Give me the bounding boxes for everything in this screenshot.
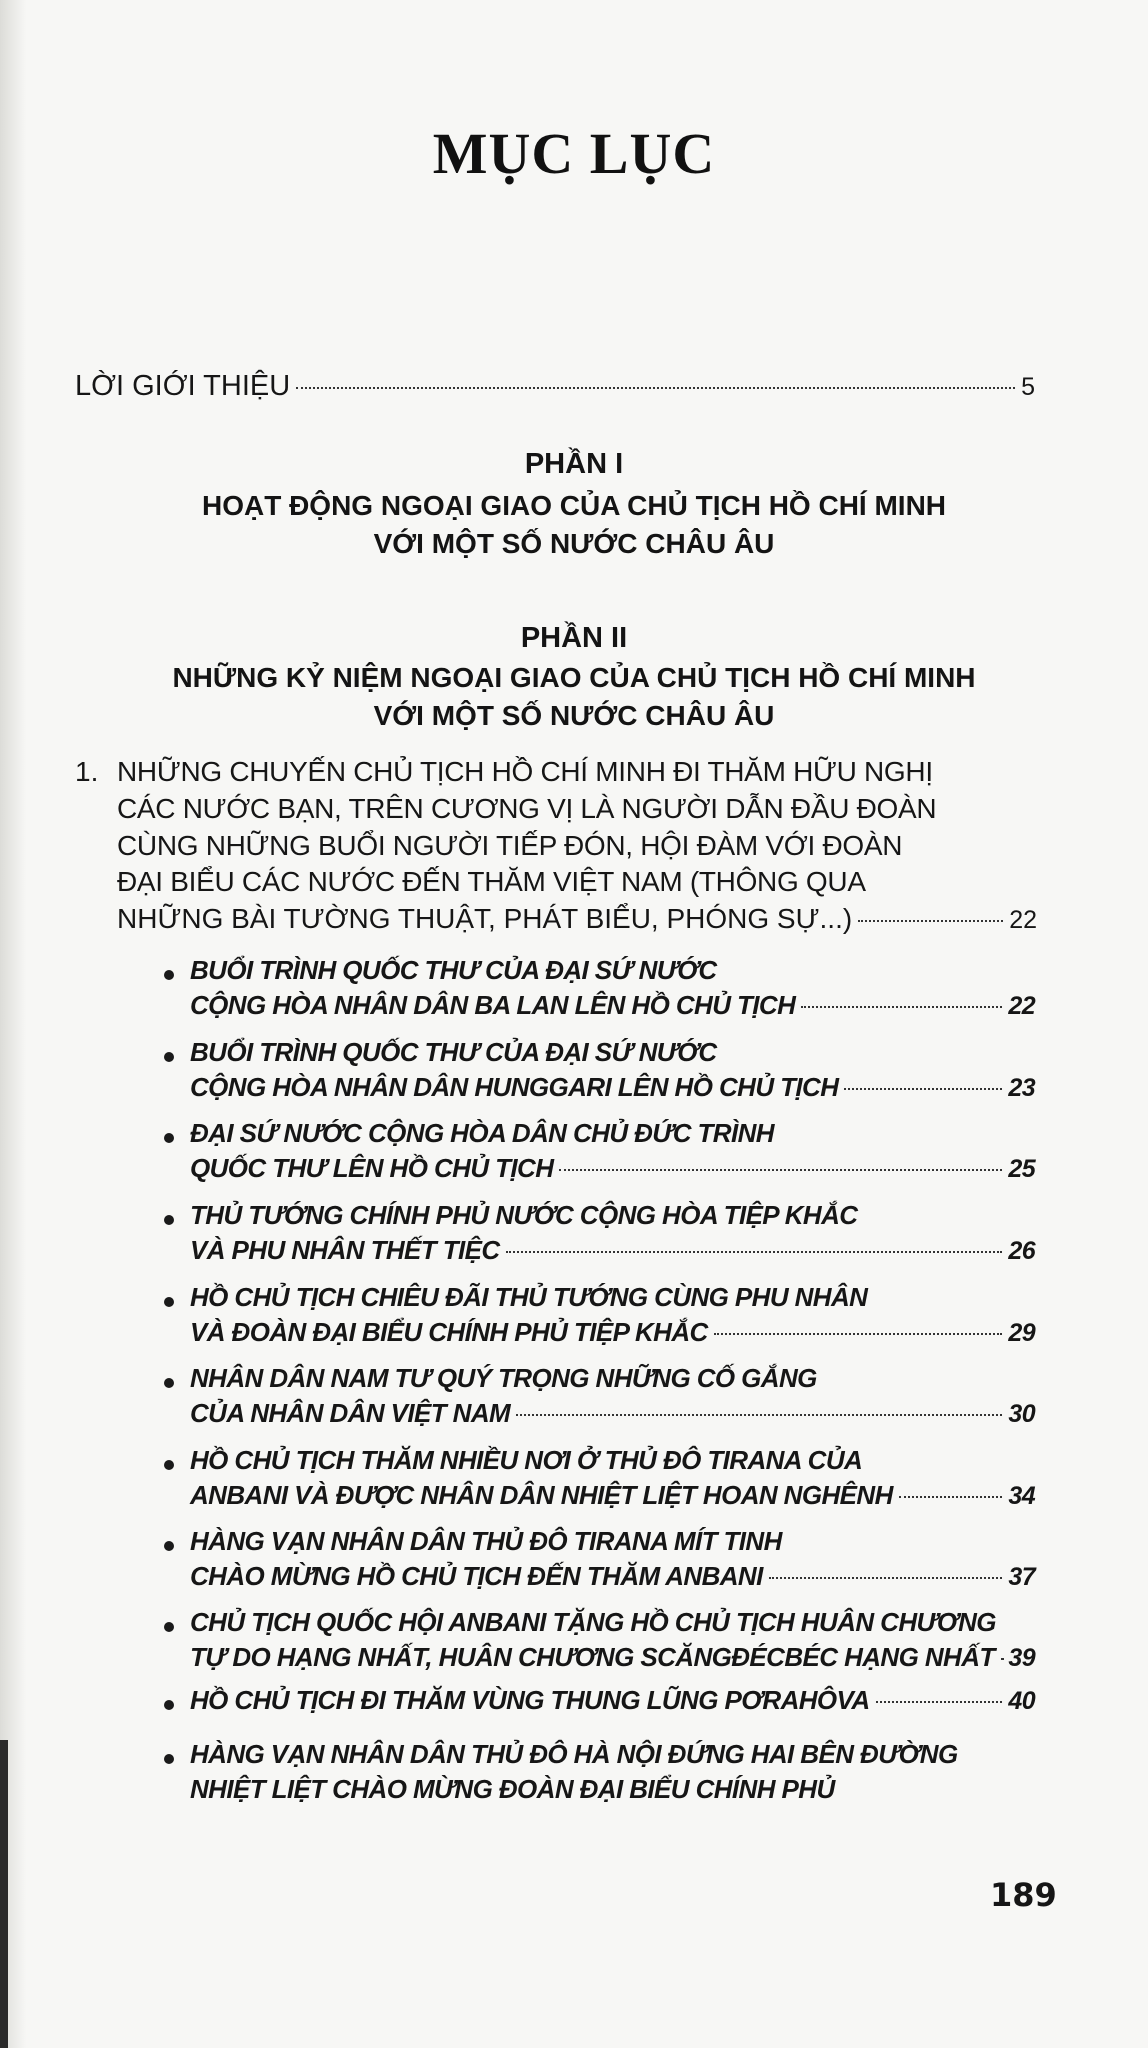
dot-leader	[844, 1088, 1002, 1090]
toc-entry-label: CỦA NHÂN DÂN VIỆT NAM	[190, 1398, 511, 1428]
toc-entry-intro[interactable]	[75, 370, 1035, 403]
part-2-number: PHẦN II	[520, 622, 628, 654]
part-2-title-line-1: NHỮNG KỶ NIỆM NGOẠI GIAO CỦA CHỦ TỊCH HỒ CHÍ MINH	[172, 662, 976, 693]
toc-entry-line: BUỔI TRÌNH QUỐC THƯ CỦA ĐẠI SỨ NƯỚC	[190, 1037, 717, 1067]
dot-leader	[769, 1577, 1003, 1579]
section-1-line: CÁC NƯỚC BẠN, TRÊN CƯƠNG VỊ LÀ NGƯỜI DẪN ĐẦU ĐOÀN	[117, 793, 937, 824]
bullet-icon	[164, 1297, 174, 1307]
toc-page-number: 37	[1008, 1563, 1035, 1591]
part-1-title-line-1: HOẠT ĐỘNG NGOẠI GIAO CỦA CHỦ TỊCH HỒ CHÍ MINH	[201, 490, 947, 521]
toc-entry[interactable]	[190, 1235, 1035, 1266]
toc-entry[interactable]	[190, 1072, 1035, 1103]
dot-leader	[876, 1701, 1003, 1703]
bullet-icon	[164, 1133, 174, 1143]
bullet-icon	[164, 1052, 174, 1062]
bullet-icon	[164, 970, 174, 980]
toc-entry-label: CHÀO MỪNG HỒ CHỦ TỊCH ĐẾN THĂM ANBANI	[190, 1561, 763, 1591]
toc-entry-label: TỰ DO HẠNG NHẤT, HUÂN CHƯƠNG SCĂNGĐÉCBÉC HẠNG NHẤT	[190, 1642, 995, 1672]
toc-entry-line: HỒ CHỦ TỊCH THĂM NHIỀU NƠI Ở THỦ ĐÔ TIRANA CỦA	[190, 1445, 863, 1475]
toc-page-number: 26	[1008, 1237, 1035, 1265]
toc-entry-line: HÀNG VẠN NHÂN DÂN THỦ ĐÔ TIRANA MÍT TINH	[190, 1526, 782, 1556]
toc-entry-line: NHÂN DÂN NAM TƯ QUÝ TRỌNG NHỮNG CỐ GẮNG	[190, 1363, 817, 1393]
bullet-icon	[164, 1215, 174, 1225]
toc-entry-line: HÀNG VẠN NHÂN DÂN THỦ ĐÔ HÀ NỘI ĐỨNG HAI BÊN ĐƯỜNG	[190, 1739, 958, 1769]
toc-entry-label: LỜI GIỚI THIỆU	[75, 370, 291, 402]
dot-leader	[296, 387, 1015, 389]
dot-leader	[801, 1006, 1002, 1008]
toc-entry-line: NHIỆT LIỆT CHÀO MỪNG ĐOÀN ĐẠI BIỂU CHÍNH PHỦ	[190, 1774, 835, 1804]
dot-leader	[506, 1251, 1003, 1253]
toc-entry-label: HỒ CHỦ TỊCH ĐI THĂM VÙNG THUNG LŨNG PƠRAHÔVA	[190, 1685, 870, 1715]
dot-leader	[714, 1333, 1003, 1335]
toc-page-number: 22	[1008, 992, 1035, 1020]
dot-leader	[899, 1496, 1003, 1498]
dot-leader	[1001, 1658, 1003, 1660]
section-1-line: NHỮNG CHUYẾN CHỦ TỊCH HỒ CHÍ MINH ĐI THĂM HỮU NGHỊ	[117, 756, 933, 787]
page-title: MỤC LỤC	[432, 121, 716, 186]
toc-entry-line: HỒ CHỦ TỊCH CHIÊU ĐÃI THỦ TƯỚNG CÙNG PHU NHÂN	[190, 1282, 868, 1312]
toc-entry-line: THỦ TƯỚNG CHÍNH PHỦ NƯỚC CỘNG HÒA TIỆP KHẮC	[190, 1200, 858, 1230]
toc-page-number: 22	[1009, 906, 1037, 934]
bullet-icon	[164, 1754, 174, 1764]
toc-page-number: 39	[1008, 1644, 1035, 1672]
dot-leader	[858, 920, 1003, 922]
toc-entry[interactable]	[190, 1153, 1035, 1184]
toc-entry-label: ANBANI VÀ ĐƯỢC NHÂN DÂN NHIỆT LIỆT HOAN NGHÊNH	[190, 1480, 893, 1510]
toc-entry-line: ĐẠI SỨ NƯỚC CỘNG HÒA DÂN CHỦ ĐỨC TRÌNH	[190, 1118, 774, 1148]
section-1-number: 1.	[75, 756, 99, 787]
dot-leader	[559, 1169, 1002, 1171]
bullet-icon	[164, 1541, 174, 1551]
toc-entry-label: VÀ ĐOÀN ĐẠI BIỂU CHÍNH PHỦ TIỆP KHẮC	[190, 1317, 708, 1347]
toc-page-number: 30	[1008, 1400, 1035, 1428]
toc-entry[interactable]	[190, 1398, 1035, 1429]
toc-page-number: 5	[1021, 373, 1035, 401]
section-1-line: ĐẠI BIỂU CÁC NƯỚC ĐẾN THĂM VIỆT NAM (THÔNG QUA	[117, 866, 866, 897]
toc-page-number: 29	[1008, 1319, 1035, 1347]
toc-entry-label: CỘNG HÒA NHÂN DÂN BA LAN LÊN HỒ CHỦ TỊCH	[190, 990, 796, 1020]
bullet-icon	[164, 1700, 174, 1710]
toc-page-number: 40	[1008, 1687, 1035, 1715]
bullet-icon	[164, 1622, 174, 1632]
toc-page-number: 34	[1008, 1482, 1035, 1510]
toc-entry[interactable]	[190, 1317, 1035, 1348]
bullet-icon	[164, 1378, 174, 1388]
toc-entry[interactable]	[190, 1480, 1035, 1511]
section-1-line: CÙNG NHỮNG BUỔI NGƯỜI TIẾP ĐÓN, HỘI ĐÀM VỚI ĐOÀN	[117, 830, 903, 861]
part-1-title-line-2: VỚI MỘT SỐ NƯỚC CHÂU ÂU	[373, 528, 775, 559]
toc-entry-line: CHỦ TỊCH QUỐC HỘI ANBANI TẶNG HỒ CHỦ TỊCH HUÂN CHƯƠNG	[190, 1607, 996, 1637]
toc-entry[interactable]	[190, 1561, 1035, 1592]
toc-entry-section-1[interactable]	[117, 903, 1037, 935]
part-1-number: PHẦN I	[524, 448, 624, 480]
toc-entry[interactable]	[190, 990, 1035, 1021]
toc-page-number: 23	[1008, 1074, 1035, 1102]
toc-page-number: 25	[1008, 1155, 1035, 1183]
toc-entry-label: NHỮNG BÀI TƯỜNG THUẬT, PHÁT BIỂU, PHÓNG SỰ...)	[117, 903, 853, 934]
toc-entry[interactable]	[190, 1642, 1035, 1673]
toc-entry-line: BUỔI TRÌNH QUỐC THƯ CỦA ĐẠI SỨ NƯỚC	[190, 955, 717, 985]
toc-entry-label: CỘNG HÒA NHÂN DÂN HUNGGARI LÊN HỒ CHỦ TỊCH	[190, 1072, 839, 1102]
toc-entry-label: VÀ PHU NHÂN THẾT TIỆC	[190, 1235, 500, 1265]
toc-entry-label: QUỐC THƯ LÊN HỒ CHỦ TỊCH	[190, 1153, 554, 1183]
dot-leader	[516, 1414, 1002, 1416]
page-number: 189	[990, 1876, 1057, 1914]
bullet-icon	[164, 1460, 174, 1470]
part-2-title-line-2: VỚI MỘT SỐ NƯỚC CHÂU ÂU	[373, 700, 775, 731]
toc-entry[interactable]	[190, 1685, 1035, 1716]
